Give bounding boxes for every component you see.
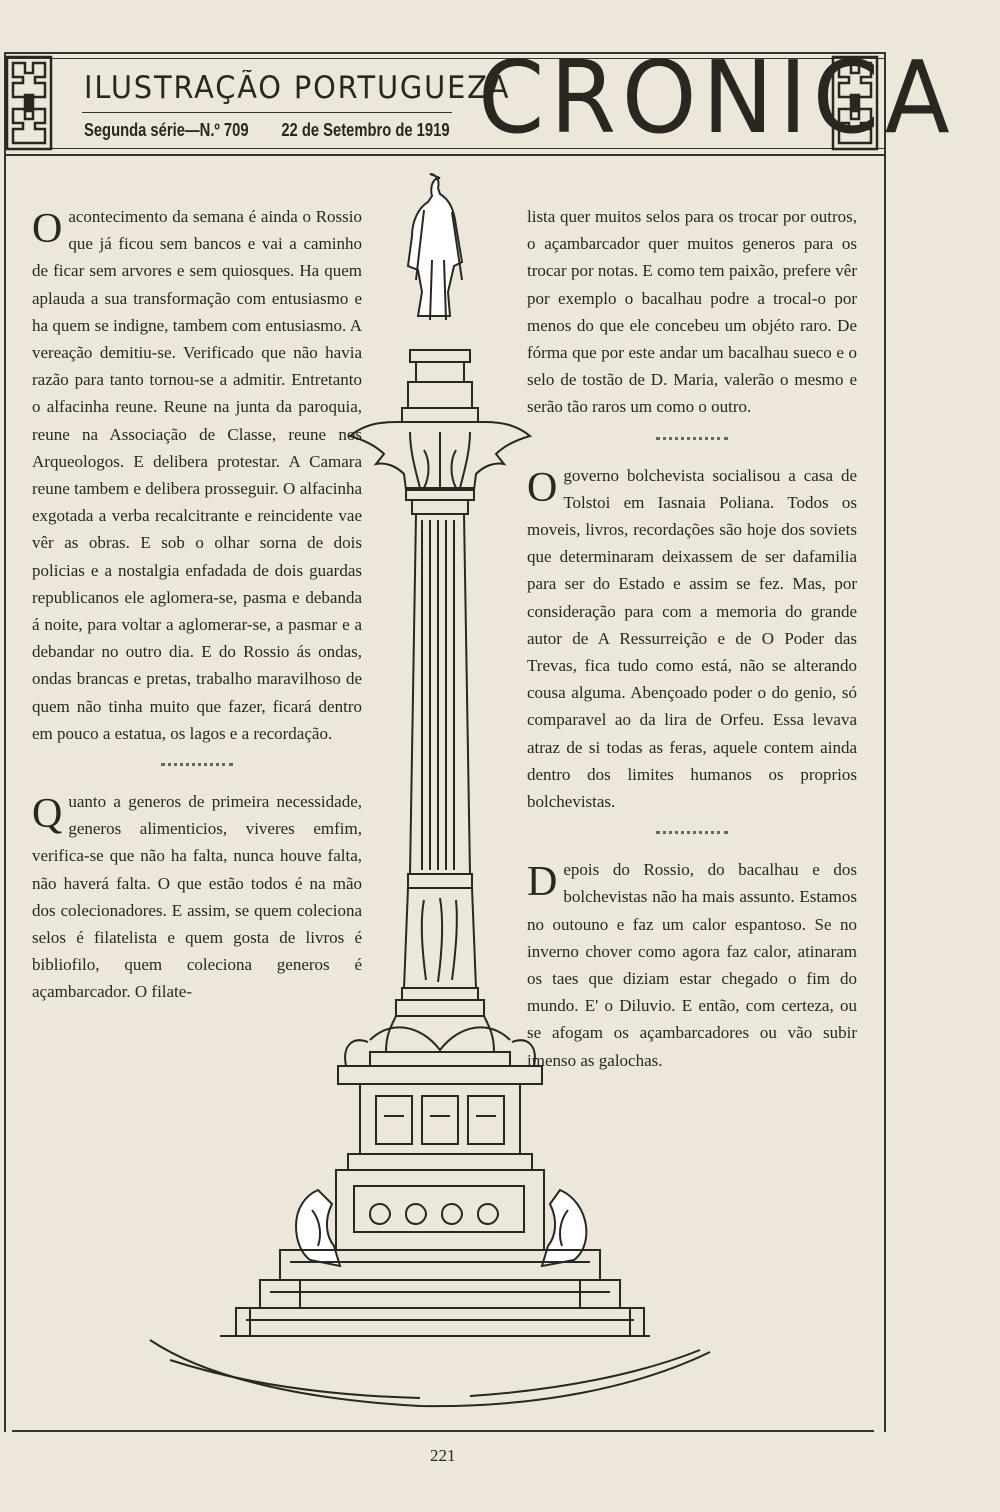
paragraph-text: governo bolchevista socialisou a casa de Tolstoi em Iasnaia Poliana. Todos os moveis, livros, recordações são hoje dos soviets que determinaram deixassem de ser dafamilia para ser do Estado e assim se fez. Mas, por consideração para com a memoria do grande autor de A Ressurreição e de O Poder das Trevas, fica tudo como está, não se alterando cousa alguma. Abençoado poder o do genio, só comparavel ao da lira de Orfeu. Essa levava atraz de si todas as feras, aquele contem ainda dentro dos limites humanos os proprios bolchevistas. — [527, 465, 857, 812]
paragraph-text: lista quer muitos selos para os trocar por outros, o açambarcador quer muitos generos para os trocar por notas. E como tem paixão, prefere vêr por exemplo o bacalhau podre a trocal-o por menos do que ele concebeu um objéto raro. De fórma que por este andar um bacalhau sueco e o selo de tostão de D. Maria, valerão o mesmo e serão tão raros um como o outro. — [527, 207, 857, 417]
section-separator — [161, 763, 233, 766]
paragraph-calor — [527, 856, 857, 1074]
frame-bottom-rule — [12, 1430, 874, 1432]
issue-info — [84, 120, 450, 141]
drop-cap: O — [527, 464, 558, 511]
paragraph-bacalhau — [527, 203, 857, 421]
issue-series: Segunda série—N.º 709 — [84, 120, 249, 140]
paragraph-text: epois do Rossio, do bacalhau e dos bolchevistas não ha mais assunto. Estamos no outouno e faz um calor espantoso. Se no inverno chover como agora faz calor, atinaram os taes que diziam estar chegado o fim do mundo. E' o Diluvio. E então, com certeza, ou se afogam os açambarcadores ou vão subir imenso as galochas. — [527, 860, 857, 1070]
section-separator — [656, 437, 728, 440]
column-left — [32, 203, 362, 1006]
paragraph-rossio — [32, 203, 362, 747]
drop-cap: D — [527, 859, 558, 906]
section-title: CRONICA — [478, 39, 956, 156]
drop-cap: O — [32, 206, 63, 252]
frame-left-rule — [4, 52, 6, 1432]
frame-right-rule — [884, 52, 886, 1432]
paragraph-tolstoi — [527, 462, 857, 816]
section-separator — [656, 831, 728, 834]
paragraph-text: uanto a generos de primeira necessidade, generos alimenticios, viveres emfim, verifica-se que não ha falta, nunca houve falta, não haverá falta. O que estão todos é na mão dos colecionadores. E assim, se quem coleciona selos é filatelista e quem gosta de livros é bibliofilo, quem coleciona generos é açambarcador. O filate- — [32, 792, 362, 1002]
issue-date: 22 de Setembro de 1919 — [281, 120, 450, 140]
paragraph-generos — [32, 788, 362, 1006]
drop-cap: Q — [32, 791, 63, 838]
masthead-subrule — [82, 112, 452, 113]
magazine-title: ILUSTRAÇÃO PORTUGUEZA — [84, 70, 511, 106]
page-number: 221 — [430, 1446, 456, 1465]
paragraph-text: acontecimento da semana é ainda o Rossio que já ficou sem bancos e vai a caminho de ficar sem arvores e sem quiosques. Ha quem aplauda a sua transformação com entusiasmo e ha quem se indigne, tambem com entusiasmo. A vereação demitiu-se. Verificado que não havia razão para tanto tornou-se a admitir. Entretanto o alfacinha reune. Reune na junta da paroquia, reune na Associação de Classe, reune nos Arqueologos. E delibera protestar. A Camara reune tambem e delibera prosseguir. O alfacinha exgotada a verba recalcitrante e reincidente vae vêr as obras. E sob o olhar sorna de dois policias e a nostalgia enfadada de dois guardas republicanos ele aglomera-se, pasma e debanda á noite, para voltar a aglomerar-se, a pasmar e a debandar no outro dia. E do Rossio ás ondas, ondas brancas e pretas, trabalho maravilhoso de quem não tinha muito que fazer, ficará dentro em pouco a estatua, os lagos e a recordação. — [32, 207, 362, 743]
column-right — [527, 203, 857, 1074]
header-ornament-left — [5, 55, 53, 151]
